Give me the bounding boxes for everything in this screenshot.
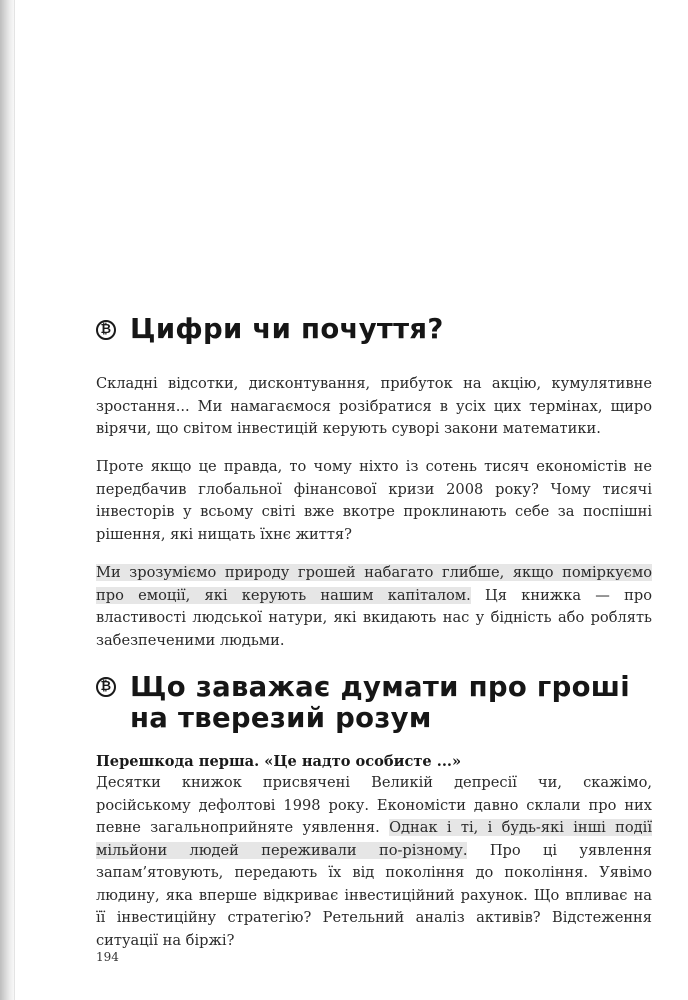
heading-2-line-2: на тверезий розум — [130, 702, 432, 734]
paragraph-3-rest: Ця книжка — про властивості людської натури, які вкидають нас у бідність або роблять забезпеченими людьми. — [96, 586, 652, 649]
paragraph-4 — [96, 772, 652, 952]
book-spine-shadow — [0, 0, 14, 1000]
heading-1-text: Цифри чи почуття? — [130, 313, 444, 345]
subheading: Перешкода перша. «Це надто особисте ...» — [96, 753, 462, 770]
paragraph-2: Проте якщо це правда, то чому ніхто із сотень тисяч економістів не передбачив глобальної фінансової кризи 2008 року? Чому тисячі інвесторів у всьому світі вже вкотре проклинають себе за поспішні рішення, які нищать їхнє життя? — [96, 458, 652, 543]
highlighted-text: Однак і ті, і будь-які інші події мільйони людей переживали по-різному. — [96, 819, 652, 859]
bitcoin-icon: ₿ — [96, 320, 116, 340]
paragraph-4-end: Про ці уявлення запам’ятовують, передають їх від покоління до покоління. Уявімо людину, яка вперше відкриває інвестиційний рахунок. Що впливає на її інвестиційну стратегію? Ретельний аналіз активів? Відстеження ситуації на біржі? — [96, 841, 653, 949]
bitcoin-icon: ₿ — [96, 677, 116, 697]
highlighted-text: Ми зрозуміємо природу грошей набагато глибше, якщо поміркуємо про емоції, які керують нашим капіталом. — [96, 564, 652, 604]
page-edge — [14, 0, 15, 1000]
page-number: 194 — [96, 950, 119, 964]
heading-2-line-1: Що заважає думати про гроші — [130, 671, 630, 703]
paragraph-3 — [96, 562, 652, 652]
paragraph-1: Складні відсотки, дисконтування, прибуток на акцію, кумулятивне зростання... Ми намагаємося розібратися в усіх цих термінах, щиро вірячи, що світом інвестицій керують суворі закони математики. — [96, 375, 652, 437]
paragraph-4-start: Десятки книжок присвячені Великій депресії чи, скажімо, російському дефолтові 1998 року. Економісти давно склали про них певне загальноприйняте уявлення. — [96, 774, 652, 836]
